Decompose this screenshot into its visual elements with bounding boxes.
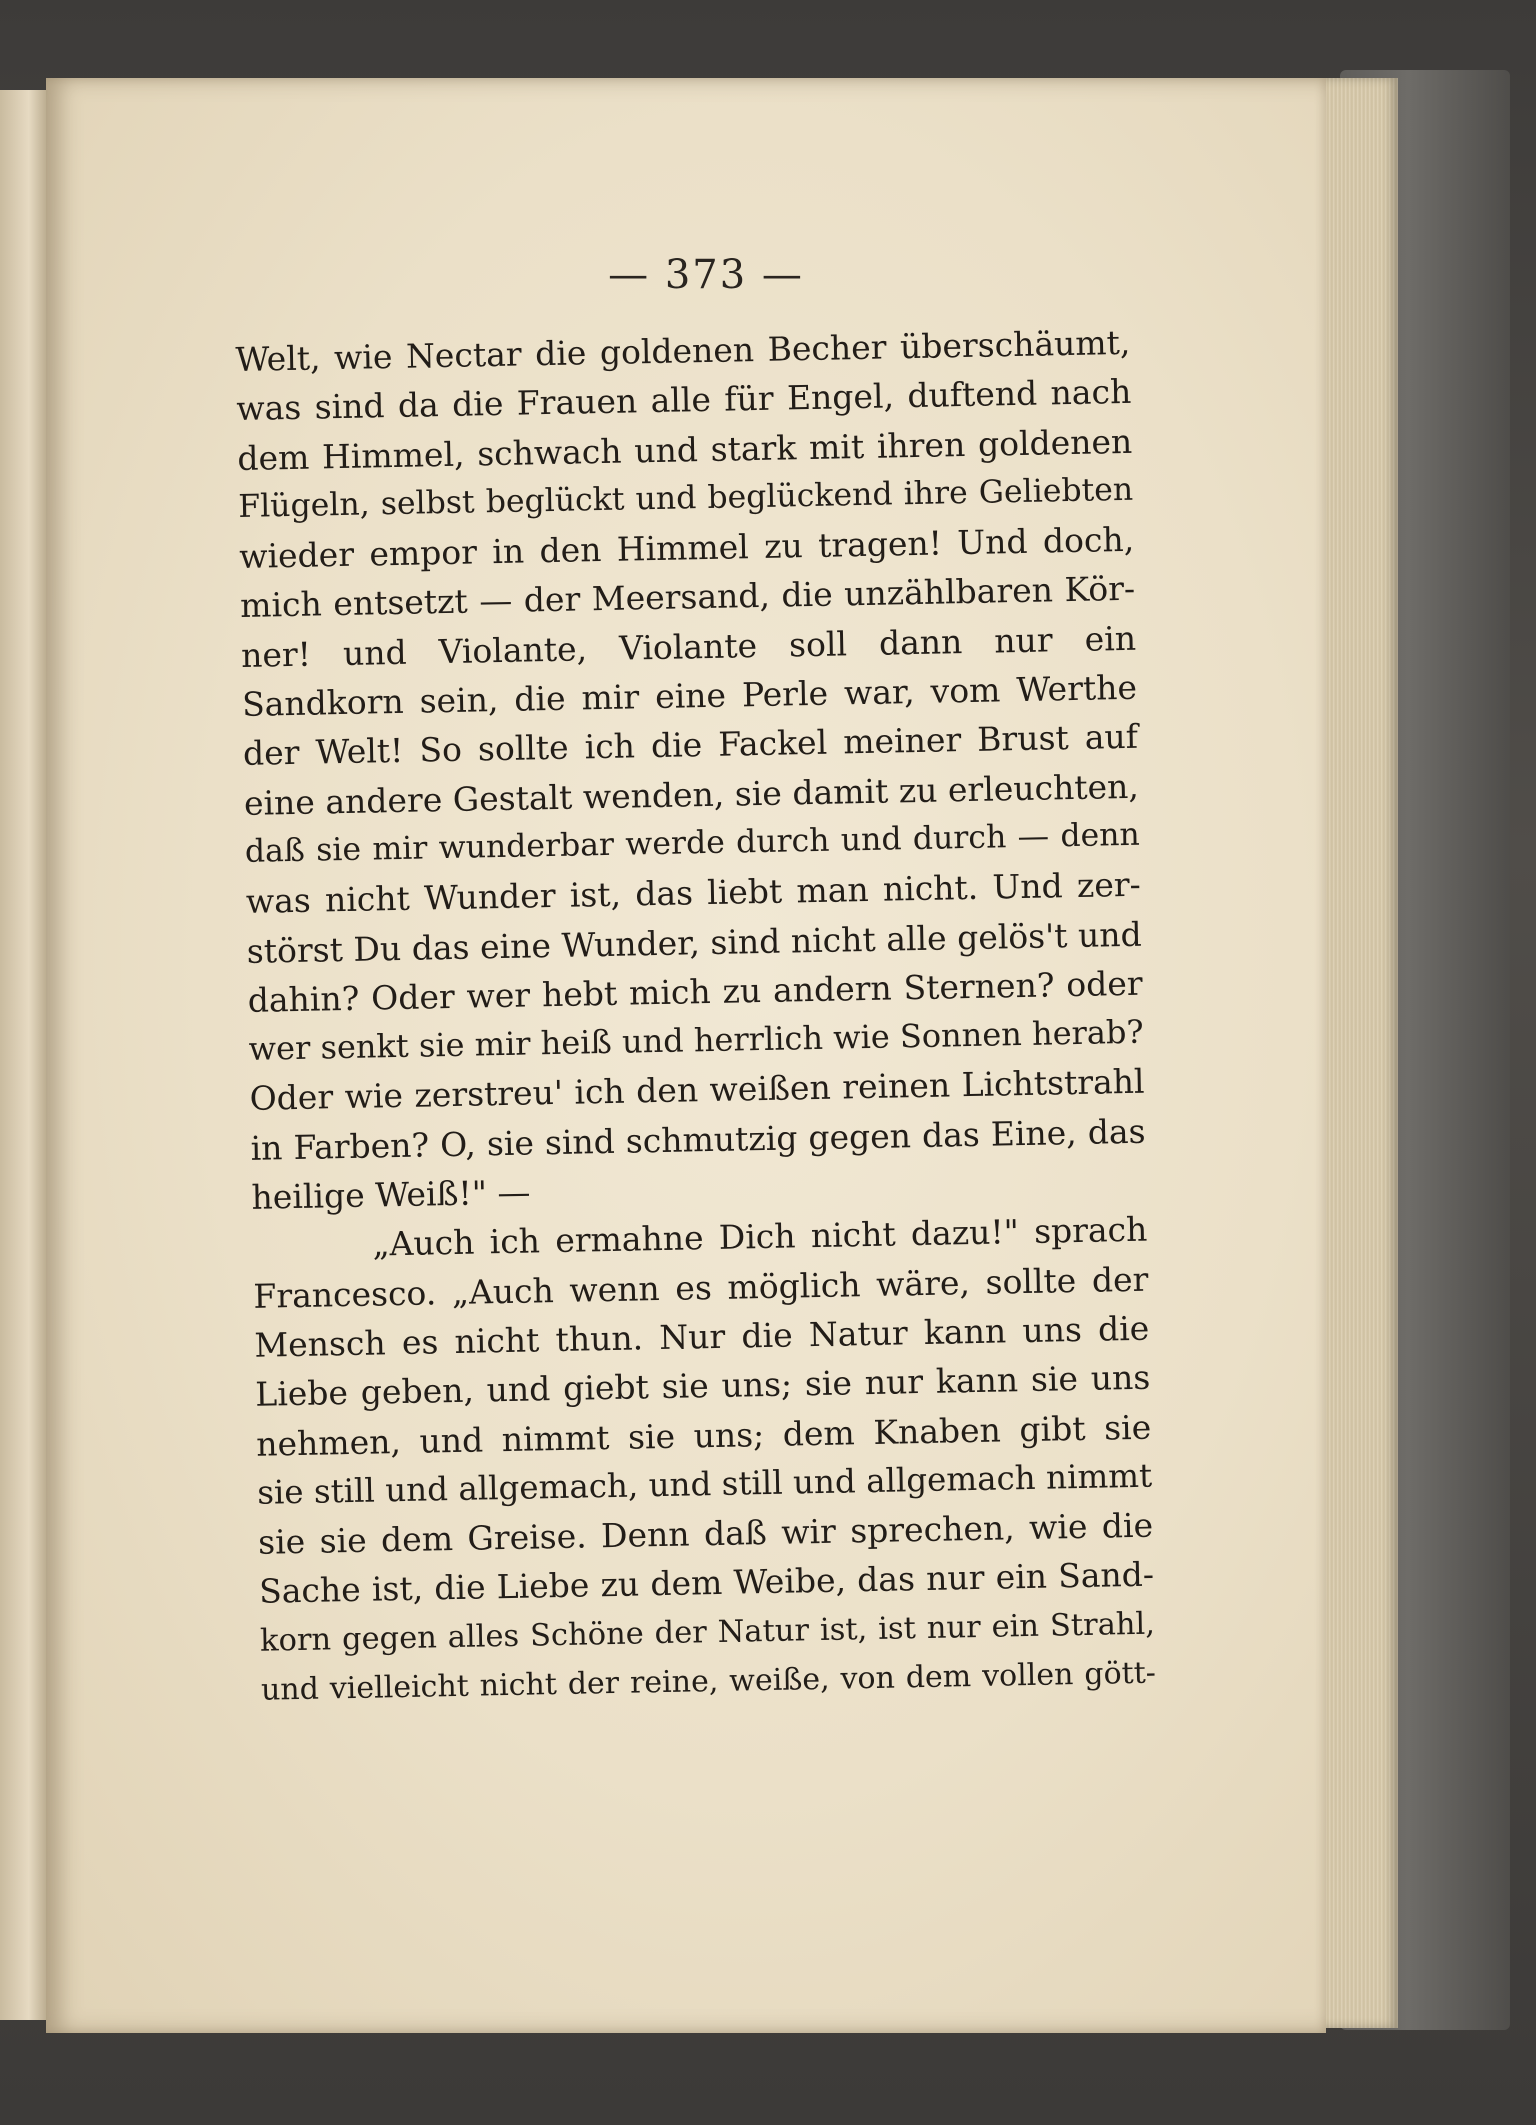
text-line: wieder empor in den Himmel zu tragen! Und doch, xyxy=(238,519,1135,577)
text-line: was sind da die Frauen alle für Engel, duftend nach xyxy=(236,372,1132,429)
text-line: dahin? Oder wer hebt mich zu andern Sternen? oder xyxy=(247,963,1143,1020)
text-line: korn gegen alles Schöne der Natur ist, ist nur ein Strahl, xyxy=(259,1606,1156,1659)
text-line: Sache ist, die Liebe zu dem Weibe, das nur ein Sand- xyxy=(258,1555,1155,1612)
text-line: was nicht Wunder ist, das liebt man nicht. Und zer- xyxy=(245,864,1142,922)
text-line: Flügeln, selbst beglückt und beglückend ihre Geliebten xyxy=(237,471,1134,525)
text-line: störst Du das eine Wunder, sind nicht alle gelös't und xyxy=(246,914,1143,971)
facing-page-edge xyxy=(0,90,48,2020)
text-line: und vielleicht nicht der reine, weiße, von dem vollen gött- xyxy=(260,1655,1157,1708)
text-line: Mensch es nicht thun. Nur die Natur kann uns die xyxy=(254,1308,1150,1365)
text-line: Liebe geben, und giebt sie uns; sie nur kann sie uns xyxy=(254,1357,1151,1415)
text-line: daß sie mir wunderbar werde durch und durch — denn xyxy=(244,816,1141,870)
text-line: der Welt! So sollte ich die Fackel meiner Brust auf xyxy=(242,717,1139,774)
text-line: wer senkt sie mir heiß und herrlich wie Sonnen herab? xyxy=(248,1012,1144,1069)
text-line: Francesco. „Auch wenn es möglich wäre, sollte der xyxy=(253,1259,1149,1316)
text-line: „Auch ich ermahne Dich nicht dazu!" sprach xyxy=(372,1209,1148,1264)
body-text xyxy=(235,318,1156,1715)
text-line: nehmen, und nimmt sie uns; dem Knaben gibt sie xyxy=(255,1407,1152,1464)
text-line: dem Himmel, schwach und stark mit ihren goldenen xyxy=(236,421,1133,478)
text-line: Oder wie zerstreu' ich den weißen reinen Lichtstrahl xyxy=(249,1062,1145,1119)
text-line: Sandkorn sein, die mir eine Perle war, vom Werthe xyxy=(241,667,1138,725)
text-line: heilige Weiß!" — xyxy=(251,1172,531,1217)
text-line: Welt, wie Nectar die goldenen Becher überschäumt, xyxy=(235,322,1131,379)
text-line: sie still und allgemach, und still und allgemach nimmt xyxy=(256,1456,1153,1512)
text-line: in Farben? O, sie sind schmutzig gegen das Eine, das xyxy=(250,1111,1146,1168)
text-line: sie sie dem Greise. Denn daß wir sprechen, wie die xyxy=(257,1505,1154,1562)
page-stack-edges xyxy=(1318,78,1398,2028)
text-line: mich entsetzt — der Meersand, die unzählbaren Kör- xyxy=(239,569,1136,626)
text-line: eine andere Gestalt wenden, sie damit zu erleuchten, xyxy=(243,766,1140,823)
page-number: — 373 — xyxy=(608,252,804,298)
text-line: ner! und Violante, Violante soll dann nur ein xyxy=(240,618,1137,675)
